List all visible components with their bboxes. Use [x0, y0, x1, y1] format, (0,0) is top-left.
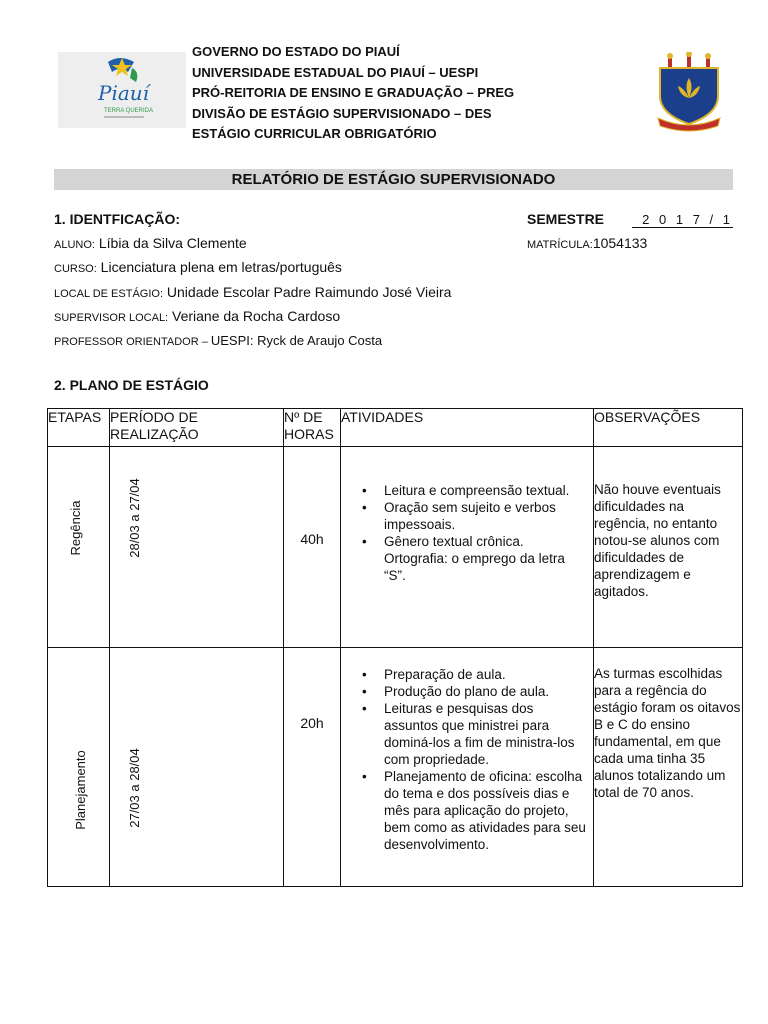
row2-observacoes: As turmas escolhidas para a regência do estágio foram os oitavos B e C do ensino fundamental, em que cada uma tinha 35 alunos totalizando um total de 70 anos.: [594, 666, 741, 800]
uespi-crest: [654, 52, 724, 132]
header-line-5: ESTÁGIO CURRICULAR OBRIGATÓRIO: [192, 126, 437, 141]
row1-horas: 40h: [300, 531, 324, 547]
aluno-value: Líbia da Silva Clemente: [98, 235, 247, 251]
field-curso: [54, 258, 342, 278]
matricula-label: MATRÍCULA:: [527, 239, 593, 251]
row1-etapa: Regência: [68, 500, 83, 556]
professor-label: PROFESSOR ORIENTADOR –: [54, 336, 211, 348]
svg-text:Piauí: Piauí: [98, 81, 150, 105]
matricula-value: 1054133: [592, 235, 648, 251]
aluno-label: ALUNO:: [54, 239, 95, 251]
list-item: • Leitura e compreensão textual.: [358, 482, 590, 499]
row2-periodo: 27/03 a 28/04: [127, 748, 142, 828]
semester-label: SEMESTRE: [527, 211, 605, 227]
field-matricula: [527, 234, 647, 254]
col-observacoes: OBSERVAÇÕES: [594, 409, 701, 425]
piaui-logo: [58, 52, 186, 128]
semester-value: 2 0 1 7 / 1: [632, 212, 733, 228]
supervisor-value: Veriane da Rocha Cardoso: [172, 308, 341, 324]
svg-text:TERRA QUERIDA: TERRA QUERIDA: [104, 108, 154, 114]
col-atividades: ATIVIDADES: [341, 409, 424, 425]
row1-observacoes: Não houve eventuais dificuldades na regência, no entanto notou-se alunos com dificuldades de aprendizagem e agitados.: [594, 482, 721, 599]
row2-etapa: Planejamento: [73, 750, 88, 830]
field-professor: [54, 332, 382, 351]
header-line-3: PRÓ-REITORIA DE ENSINO E GRADUAÇÃO – PREG: [192, 85, 515, 100]
field-local: [54, 283, 451, 303]
professor-value: UESPI: Ryck de Araujo Costa: [210, 333, 383, 348]
university-crest-icon: [654, 52, 724, 132]
local-label: LOCAL DE ESTÁGIO:: [54, 288, 164, 300]
list-item: • Oração sem sujeito e verbos impessoais.: [358, 499, 590, 533]
header-line-4: DIVISÃO DE ESTÁGIO SUPERVISIONADO – DES: [192, 105, 492, 121]
header-line-1: GOVERNO DO ESTADO DO PIAUÍ: [192, 44, 400, 59]
list-item: • Produção do plano de aula.: [358, 683, 590, 700]
row2-atividades: [358, 666, 590, 853]
curso-value: Licenciatura plena em letras/português: [100, 259, 342, 275]
local-value: Unidade Escolar Padre Raimundo José Vieira: [166, 284, 452, 300]
field-supervisor: [54, 307, 340, 327]
list-item: • Planejamento de oficina: escolha do tema e dos possíveis dias e mês para aplicação do projeto, bem como as atividades para seu desenvolvimento.: [358, 768, 590, 853]
list-item: • Gênero textual crônica. Ortografia: o emprego da letra “S”.: [358, 533, 590, 584]
header-line-2: UNIVERSIDADE ESTADUAL DO PIAUÍ – UESPI: [192, 64, 479, 80]
piaui-logo-icon: [58, 52, 186, 128]
plan-heading: 2. PLANO DE ESTÁGIO: [54, 377, 209, 393]
field-aluno: [54, 234, 247, 254]
row1-atividades: [358, 482, 590, 584]
list-item: • Leituras e pesquisas dos assuntos que ministrei para dominá-los a fim de ministra-los com propriedade.: [358, 700, 590, 768]
institution-header: [192, 42, 632, 145]
col-etapas: ETAPAS: [48, 409, 102, 425]
col-periodo: PERÍODO DE REALIZAÇÃO: [110, 409, 199, 442]
supervisor-label: SUPERVISOR LOCAL:: [54, 312, 169, 324]
row1-periodo: 28/03 a 27/04: [127, 478, 142, 558]
row2-horas: 20h: [300, 715, 324, 731]
curso-label: CURSO:: [54, 263, 97, 275]
col-horas: Nº DE HORAS: [284, 409, 334, 442]
report-title: RELATÓRIO DE ESTÁGIO SUPERVISIONADO: [54, 169, 733, 190]
list-item: • Preparação de aula.: [358, 666, 590, 683]
identification-heading: 1. IDENTFICAÇÃO:: [54, 211, 180, 227]
